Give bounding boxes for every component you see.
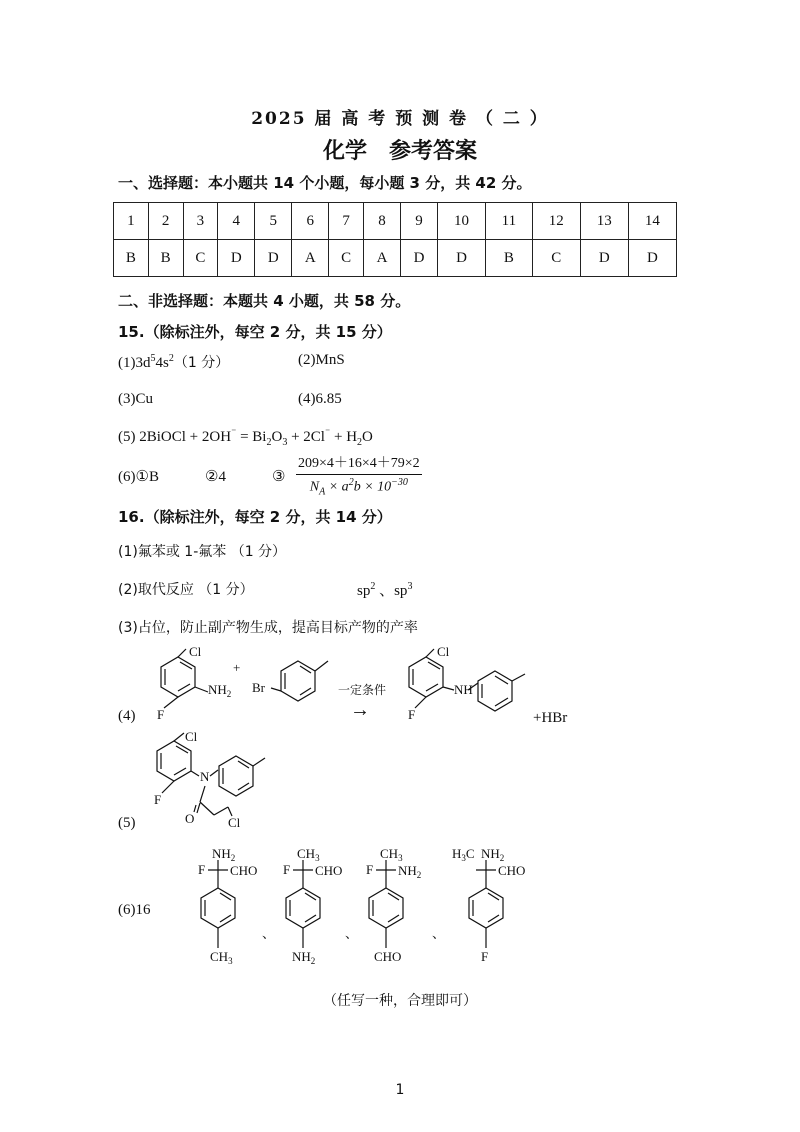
q16-part3: (3)占位，防止副产物生成，提高目标产物的产率 <box>118 620 418 636</box>
reaction-arrow: → <box>350 699 370 721</box>
q15-part6b: ②4 <box>205 469 226 485</box>
isomer1-ring <box>201 888 235 928</box>
q15-part6a: (6)①B <box>118 469 159 485</box>
answer-cell: C <box>329 240 364 277</box>
label-F: F <box>157 707 165 722</box>
question-number: 7 <box>329 203 364 240</box>
q15-heading: 15.（除标注外，每空 2 分，共 15 分） <box>118 323 392 341</box>
q16-part5-label: (5) <box>118 815 136 831</box>
question-number: 9 <box>401 203 438 240</box>
label-Cl: Cl <box>185 729 198 744</box>
separator: 、 <box>432 926 446 941</box>
question-number: 14 <box>628 203 676 240</box>
label-F: F <box>481 949 489 964</box>
answer-cell: D <box>628 240 676 277</box>
answer-cell: C <box>532 240 580 277</box>
question-number: 10 <box>437 203 485 240</box>
isomer2-ring <box>286 888 320 928</box>
q16-part6-label: (6)16 <box>118 902 151 918</box>
answer-cell: D <box>255 240 292 277</box>
q15-part1: $(1)3d^54s^2(1$ 分） <box>118 353 230 371</box>
q15-part6c: ③ <box>272 469 286 485</box>
question-number: 12 <box>532 203 580 240</box>
label-F: F <box>154 792 162 807</box>
isomer-note: （任写一种，合理即可） <box>323 993 477 1009</box>
label-N: N <box>200 769 210 784</box>
label-O: O <box>185 811 195 826</box>
label-F: F <box>283 862 291 877</box>
answer-cell: A <box>292 240 329 277</box>
q16-part1: (1)氟苯或 1-氟苯 （1 分） <box>118 544 287 560</box>
isomer3-ring <box>369 888 403 928</box>
question-number: 4 <box>218 203 255 240</box>
answer-cell: B <box>486 240 533 277</box>
page-number: 1 <box>395 1082 405 1098</box>
q15-part2: (2)MnS <box>298 352 345 368</box>
question-number: 5 <box>255 203 292 240</box>
answer-cell: A <box>364 240 401 277</box>
label-CH3: $CH_3$ <box>380 846 403 863</box>
label-CHO: CHO <box>230 863 258 878</box>
q15-part4: (4)6.85 <box>298 391 342 407</box>
separator: 、 <box>345 926 359 941</box>
q16-part2a: (2)取代反应 （1 分） <box>118 582 254 598</box>
question-number: 2 <box>148 203 183 240</box>
label-NH2: $NH_2$ <box>212 846 236 863</box>
label-NH2: $NH_2$ <box>481 846 505 863</box>
q16-part2b: $sp^2$ 、$sp^3$ <box>357 581 413 599</box>
label-Cl: Cl <box>437 644 450 659</box>
section1-heading: 一、选择题：本小题共 14 个小题，每小题 3 分，共 42 分。 <box>118 174 532 192</box>
label-Br: Br <box>252 680 265 695</box>
question-number: 1 <box>114 203 149 240</box>
label-CH3: $CH_3$ <box>210 949 233 966</box>
q15-part5-equation: (5) 2BiOCl + $2OH^{^-} = Bi_2O_3 + 2Cl^{^-} + H_2O$ <box>118 427 373 448</box>
q16-part4-label: (4) <box>118 708 136 724</box>
answer-cell: D <box>401 240 438 277</box>
question-number: 3 <box>183 203 218 240</box>
label-CHO: CHO <box>315 863 343 878</box>
question-number: 6 <box>292 203 329 240</box>
plus-sign: + <box>233 660 241 675</box>
label-CHO: CHO <box>498 863 526 878</box>
formula-numerator: 209×4＋16×4＋79×2 <box>296 452 422 475</box>
question-number: 8 <box>364 203 401 240</box>
answer-cell: D <box>580 240 628 277</box>
label-NH2: $NH_2$ <box>208 682 232 699</box>
answer-cell: C <box>183 240 218 277</box>
label-F: F <box>198 862 206 877</box>
section2-heading: 二、非选择题：本题共 4 小题，共 58 分。 <box>118 292 411 310</box>
label-Cl: Cl <box>228 815 241 830</box>
formula-denominator: $N_A \times a^2b \times 10^{-30}$ <box>309 477 408 498</box>
label-F: F <box>366 862 374 877</box>
label-H3C: $H_3C$ <box>452 846 475 863</box>
label-F: F <box>408 707 416 722</box>
label-Cl: Cl <box>189 644 202 659</box>
answer-cell: B <box>114 240 149 277</box>
q15-part3: (3)Cu <box>118 391 153 407</box>
page-subtitle: 化学 参考答案 <box>322 139 477 164</box>
label-NH2: $NH_2$ <box>292 949 316 966</box>
isomer4-ring <box>469 888 503 928</box>
label-NH: NH <box>454 682 473 697</box>
label-CH3: $CH_3$ <box>297 846 320 863</box>
separator: 、 <box>262 926 276 941</box>
exam-title: 2025 届 高 考 预 测 卷 （ 二 ） <box>251 109 549 129</box>
answer-cell: D <box>437 240 485 277</box>
reaction-condition: 一定条件 <box>338 683 387 697</box>
answer-cell: B <box>148 240 183 277</box>
q16-heading: 16.（除标注外，每空 2 分，共 14 分） <box>118 508 392 526</box>
question-number: 11 <box>486 203 533 240</box>
label-NH2: $NH_2$ <box>398 863 422 880</box>
answer-cell: D <box>218 240 255 277</box>
question-number: 13 <box>580 203 628 240</box>
label-CHO: CHO <box>374 949 402 964</box>
byproduct-HBr: +HBr <box>533 710 568 726</box>
